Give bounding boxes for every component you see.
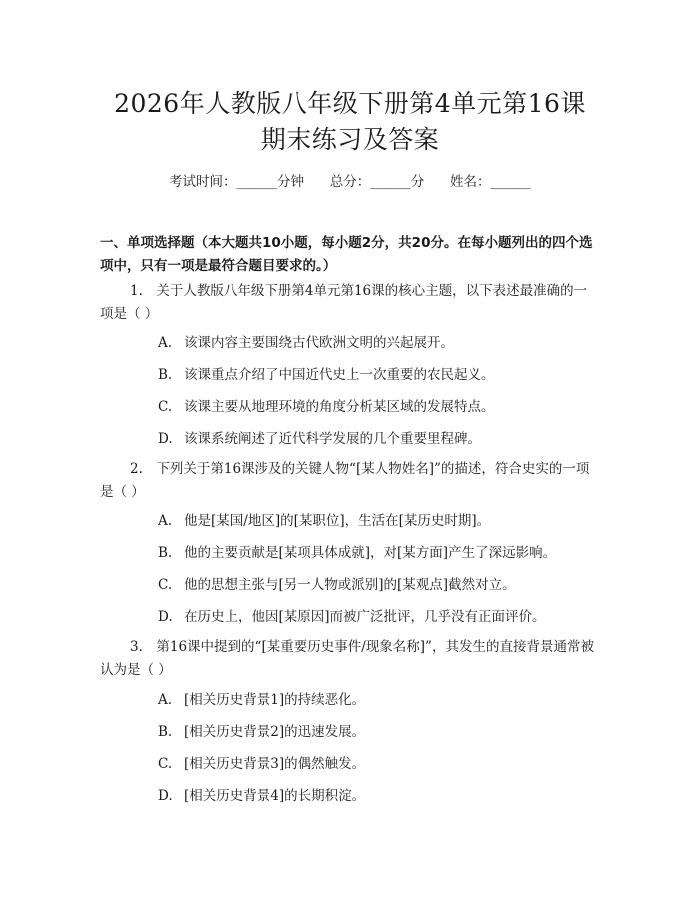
option-letter: A. xyxy=(158,335,173,351)
option-letter: D. xyxy=(158,609,173,625)
option-text: 他的思想主张与[另一人物或派别]的[某观点]截然对立。 xyxy=(184,577,516,593)
question-1-option-c xyxy=(158,397,608,417)
question-1-stem: 1. 关于人教版八年级下册第4单元第16课的核心主题，以下表述最准确的一项是（ ） xyxy=(100,283,588,322)
question-3-stem: 3. 第16课中提到的“[某重要历史事件/现象名称]”，其发生的直接背景通常被认为是（ ） xyxy=(100,639,594,678)
question-2-stem: 2. 下列关于第16课涉及的关键人物“[某人物姓名]”的描述，符合史实的一项是（ ） xyxy=(100,461,590,500)
option-text: 该课系统阐述了近代科学发展的几个重要里程碑。 xyxy=(184,431,481,447)
question-3-option-d xyxy=(158,786,608,806)
option-letter: C. xyxy=(158,399,173,415)
option-letter: B. xyxy=(158,367,173,383)
question-3-option-a xyxy=(158,690,608,710)
section-heading: 一、单项选择题（本大题共10小题，每小题2分，共20分。在每小题列出的四个选项中，只有一项是最符合题目要求的。） xyxy=(100,235,593,274)
question-1-option-b xyxy=(158,365,608,385)
option-letter: B. xyxy=(158,724,173,740)
exam-title-line-2: 期末练习及答案 xyxy=(260,125,440,154)
option-text: [相关历史背景1]的持续恶化。 xyxy=(184,692,366,708)
option-text: 该课重点介绍了中国近代史上一次重要的农民起义。 xyxy=(184,367,495,383)
option-letter: D. xyxy=(158,788,173,804)
option-text: [相关历史背景3]的偶然触发。 xyxy=(184,756,366,772)
exam-info-line: 考试时间：______分钟 总分：______分 姓名：______ xyxy=(169,174,531,190)
option-letter: D. xyxy=(158,431,173,447)
option-letter: C. xyxy=(158,756,173,772)
question-3-option-c xyxy=(158,754,608,774)
question-2-option-a xyxy=(158,511,608,531)
question-2-option-b xyxy=(158,543,608,563)
exam-title-line-1: 2026年人教版八年级下册第4单元第16课 xyxy=(114,89,586,118)
option-text: 在历史上，他因[某原因]而被广泛批评，几乎没有正面评价。 xyxy=(184,609,546,625)
option-letter: B. xyxy=(158,545,173,561)
option-letter: A. xyxy=(158,692,173,708)
option-text: 他是[某国/地区]的[某职位]，生活在[某历史时期]。 xyxy=(184,513,491,529)
question-3-option-b xyxy=(158,722,608,742)
question-2-option-d xyxy=(158,607,608,627)
option-text: [相关历史背景2]的迅速发展。 xyxy=(184,724,366,740)
option-text: [相关历史背景4]的长期积淀。 xyxy=(184,788,366,804)
question-1-option-d xyxy=(158,429,608,449)
option-letter: C. xyxy=(158,577,173,593)
question-2-option-c xyxy=(158,575,608,595)
option-letter: A. xyxy=(158,513,173,529)
question-1-option-a xyxy=(158,333,608,353)
option-text: 该课内容主要围绕古代欧洲文明的兴起展开。 xyxy=(184,335,454,351)
option-text: 该课主要从地理环境的角度分析某区域的发展特点。 xyxy=(184,399,495,415)
option-text: 他的主要贡献是[某项具体成就]，对[某方面]产生了深远影响。 xyxy=(184,545,557,561)
